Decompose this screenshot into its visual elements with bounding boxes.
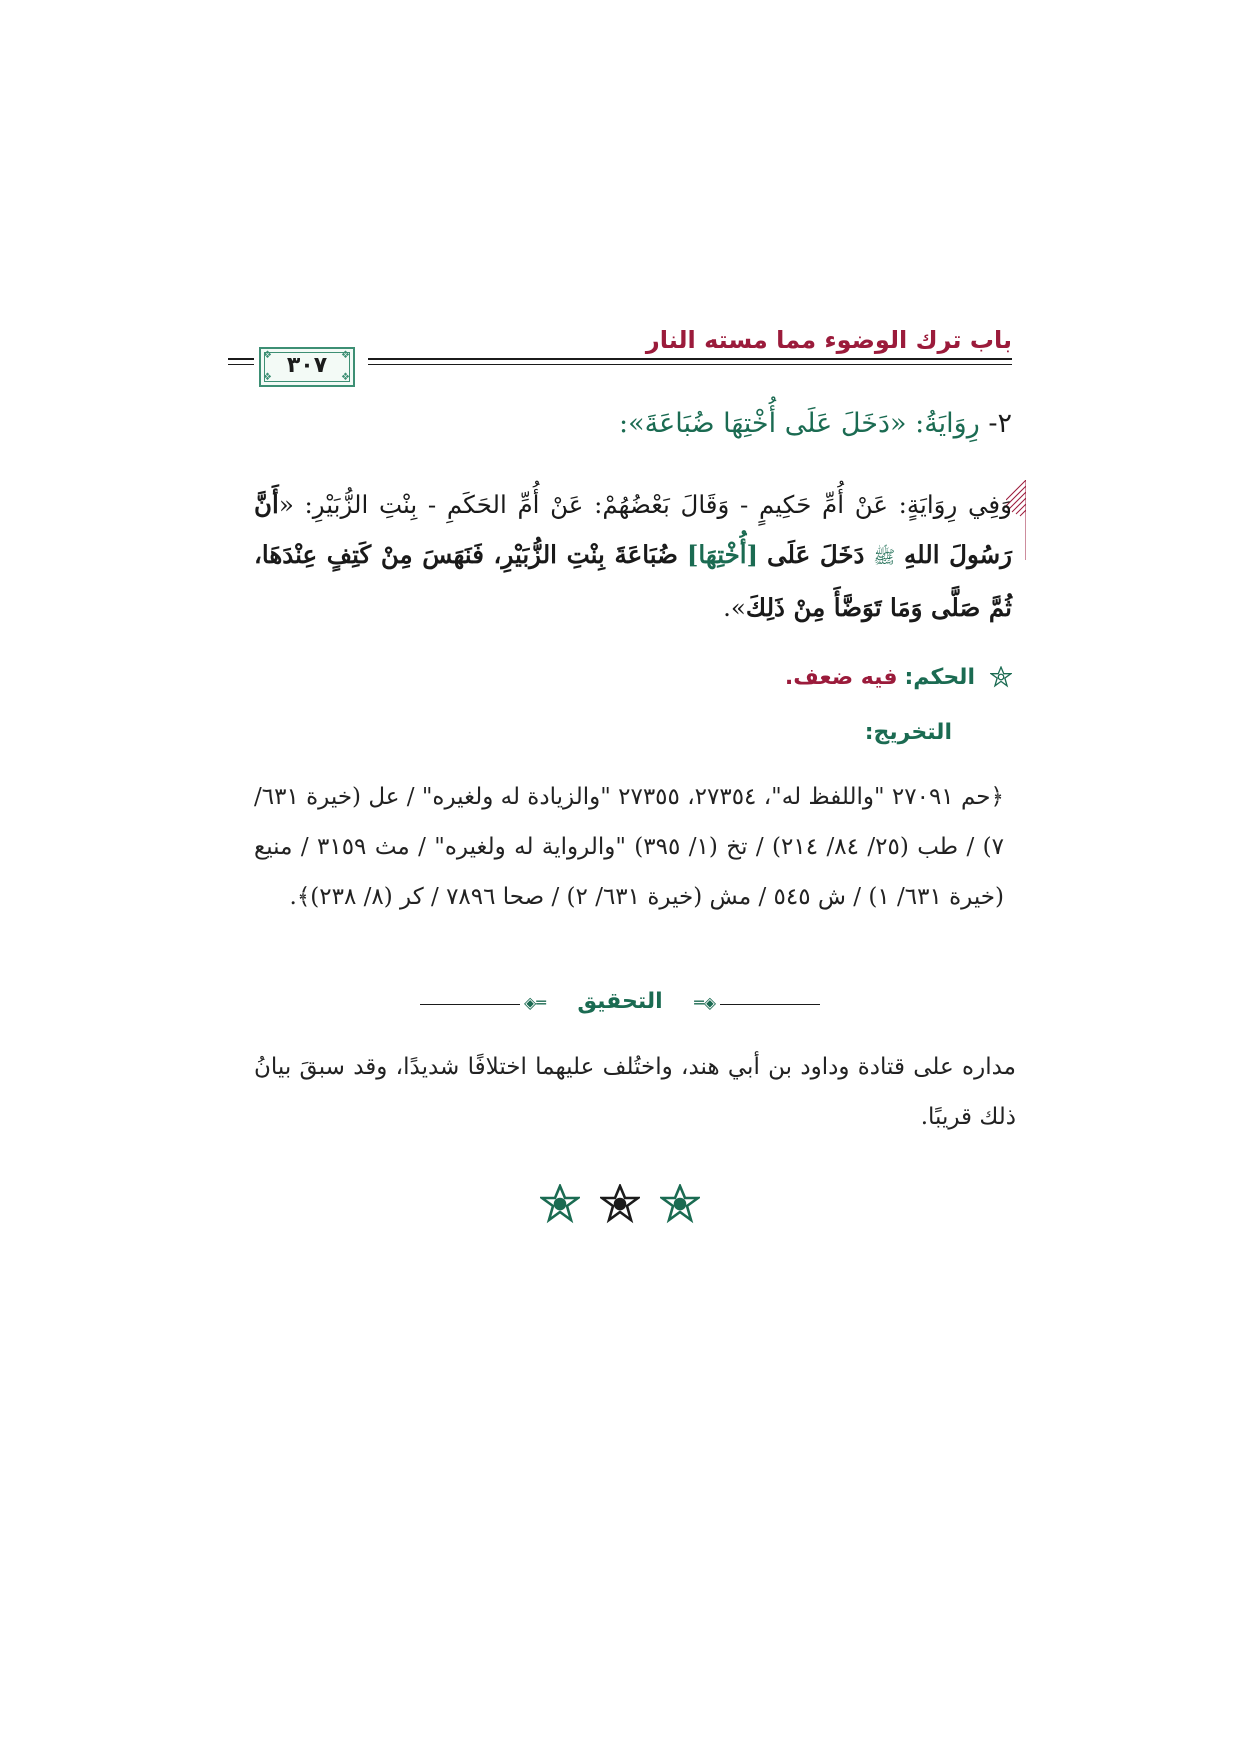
divider-ornament-icon: ═◈ [694,993,716,1012]
hadith-matn-3: ضُبَاعَةَ بِنْتِ الزُّبَيْرِ، فَنَهَسَ مِنْ كَتِفٍ عِنْدَهَا، ثُمَّ صَلَّى وَمَا تَوَضَّأَ مِنْ ذَلِكَ [254,540,1012,622]
section-heading [212,408,1012,439]
tahqiq-text: مداره على قتادة وداود بن أبي هند، واختُلف عليهما اختلافًا شديدًا، وقد سبقَ بيانُ ذلك قريبًا. [254,1054,1016,1130]
takhrij-text: ﴿حم ٢٧٠٩١ "واللفظ له"، ٢٧٣٥٤، ٢٧٣٥٥ "والزيادة له ولغيره" / عل (خيرة ٦٣١/ ٧) / طب (٢٥/ ٨٤/ ٢١٤) / تخ (١/ ٣٩٥) "والرواية له ولغيره" / مث ٣١٥٩ / منيع (خيرة ٦٣١/ ١) / ش ٥٤٥ / مش (خيرة ٦٣١/ ٢) / صحا ٧٨٩٦ / كر (٨/ ٢٣٨)﴾. [254,784,1004,910]
header-rule-right-bottom [368,364,1012,365]
page-header [0,0,1240,400]
divider-ornament-icon: ◈═ [524,993,546,1012]
hadith-text [254,480,1012,633]
quote-close: ». [723,593,746,622]
section-number: ٢- [988,408,1012,439]
divider-line-right [720,1004,820,1005]
tahqiq-heading: التحقيق [577,989,663,1014]
ornamental-flower-icon [540,1184,580,1224]
bracketed-addition: [أُخْتِهَا] [686,540,759,569]
frame-corner-icon: ❖ [341,350,350,361]
quote-open: « [278,490,294,519]
hadith-matn-1: أَنَّ رَسُولَ اللهِ [254,490,1012,569]
hadith-matn-2: دَخَلَ عَلَى [767,540,865,569]
end-ornaments [540,1182,700,1226]
chapter-title: باب ترك الوضوء مما مسته النار [645,326,1012,354]
tahqiq-divider [420,985,820,1025]
hadith-intro: وَفِي رِوَايَةٍ: عَنْ أُمِّ حَكِيمٍ - وَقَالَ بَعْضُهُمْ: عَنْ أُمِّ الحَكَمِ - بِنْتِ الزُّبَيْرِ: [304,490,1012,519]
frame-corner-icon: ❖ [263,350,272,361]
hadith-block [254,480,1012,633]
section-title: رِوَايَةُ: «دَخَلَ عَلَى أُخْتِهَا ضُبَاعَةَ»: [619,408,980,439]
header-rule-left-bottom [228,364,254,365]
ruling-label: الحكم: [904,665,975,690]
frame-corner-icon: ❖ [263,372,272,383]
ornamental-flower-icon [660,1184,700,1224]
ruling-value: فيه ضعف. [784,665,898,690]
ornamental-flower-icon [983,665,1012,690]
page-number-frame [259,347,355,387]
frame-corner-icon: ❖ [341,372,350,383]
ornamental-flower-icon [600,1184,640,1224]
page-number: ٣٠٧ [286,353,328,378]
header-rule-right-top [368,358,1012,360]
ruling-line [252,665,1012,690]
header-rule-left-top [228,358,254,360]
takhrij-heading: التخريج: [864,720,952,745]
salawat-glyph: ﷺ [873,547,896,568]
